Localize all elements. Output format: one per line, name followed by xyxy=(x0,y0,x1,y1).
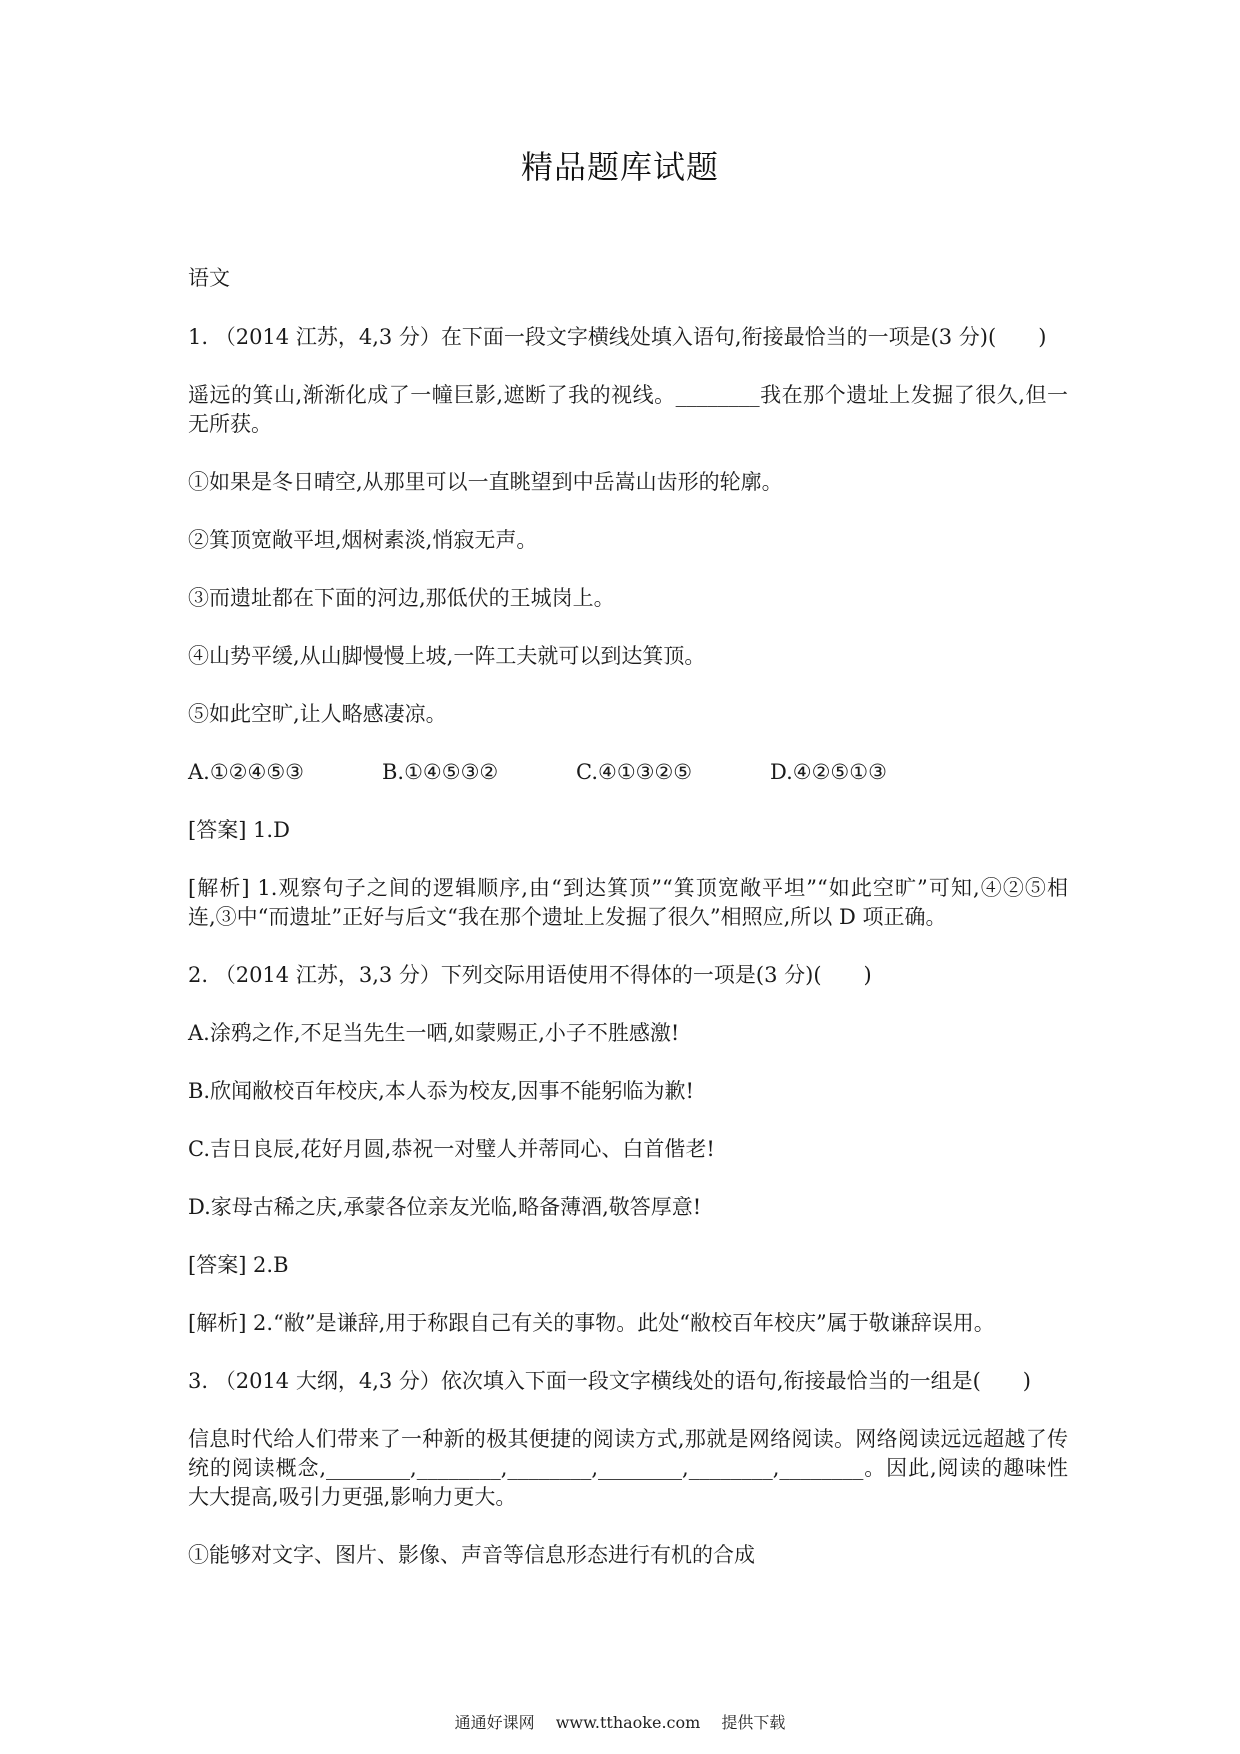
question-2-option-a: A.涂鸦之作,不足当先生一哂,如蒙赐正,小子不胜感激! xyxy=(188,1021,680,1045)
option-b: B.①④⑤③② xyxy=(382,760,499,784)
question-1-item: ①如果是冬日晴空,从那里可以一直眺望到中岳嵩山齿形的轮廓。 xyxy=(188,470,783,494)
question-1-options xyxy=(188,758,1068,787)
question-2-answer: [答案] 2.B xyxy=(188,1253,289,1277)
question-2-option-d: D.家母古稀之庆,承蒙各位亲友光临,略备薄酒,敬答厚意! xyxy=(188,1195,702,1219)
question-3-item: ①能够对文字、图片、影像、声音等信息形态进行有机的合成 xyxy=(188,1543,755,1567)
question-1-item: ③而遗址都在下面的河边,那低伏的王城岗上。 xyxy=(188,586,615,610)
document-body xyxy=(188,264,1068,1599)
question-3-stem: 3. （2014 大纲，4,3 分）依次填入下面一段文字横线处的语句,衔接最恰当的一组是( ) xyxy=(188,1369,1031,1393)
page-footer xyxy=(0,1710,1240,1733)
question-1-answer: [答案] 1.D xyxy=(188,818,290,842)
question-2-option-c: C.吉日良辰,花好月圆,恭祝一对璧人并蒂同心、白首偕老! xyxy=(188,1137,715,1161)
option-d: D.④②⑤①③ xyxy=(770,760,887,784)
question-1-passage: 遥远的箕山,渐渐化成了一幢巨影,遮断了我的视线。________我在那个遗址上发掘了很久,但一无所获。 xyxy=(188,383,1068,436)
subject-label: 语文 xyxy=(188,266,230,290)
question-2-option-b: B.欣闻敝校百年校庆,本人忝为校友,因事不能躬临为歉! xyxy=(188,1079,694,1103)
option-a: A.①②④⑤③ xyxy=(188,760,304,784)
question-1-item: ④山势平缓,从山脚慢慢上坡,一阵工夫就可以到达箕顶。 xyxy=(188,644,706,668)
question-2-stem: 2. （2014 江苏，3,3 分）下列交际用语使用不得体的一项是(3 分)( ) xyxy=(188,963,872,987)
footer-site-name: 通通好课网 xyxy=(454,1713,535,1732)
option-c: C.④①③②⑤ xyxy=(576,760,693,784)
question-1-item: ②箕顶宽敞平坦,烟树素淡,悄寂无声。 xyxy=(188,528,538,552)
footer-note: 提供下载 xyxy=(721,1713,786,1732)
question-2-analysis: [解析] 2.“敝”是谦辞,用于称跟自己有关的事物。此处“敝校百年校庆”属于敬谦辞误用。 xyxy=(188,1311,995,1335)
question-1-stem: 1. （2014 江苏，4,3 分）在下面一段文字横线处填入语句,衔接最恰当的一项是(3 分)( ) xyxy=(188,325,1047,349)
footer-url[interactable]: www.tthaoke.com xyxy=(555,1713,701,1732)
page-title: 精品题库试题 xyxy=(520,148,719,186)
question-1-item: ⑤如此空旷,让人略感凄凉。 xyxy=(188,702,447,726)
question-1-analysis: [解析] 1.观察句子之间的逻辑顺序,由“到达箕顶”“箕顶宽敞平坦”“如此空旷”可知,④②⑤相连,③中“而遗址”正好与后文“我在那个遗址上发掘了很久”相照应,所以 D 项正确。 xyxy=(188,876,1068,929)
question-3-passage: 信息时代给人们带来了一种新的极其便捷的阅读方式,那就是网络阅读。网络阅读远远超越了传统的阅读概念,________,________,________,________,________,________。因此,阅读的趣味性大大提高,吸引力更强,影响力更大。 xyxy=(188,1427,1068,1509)
